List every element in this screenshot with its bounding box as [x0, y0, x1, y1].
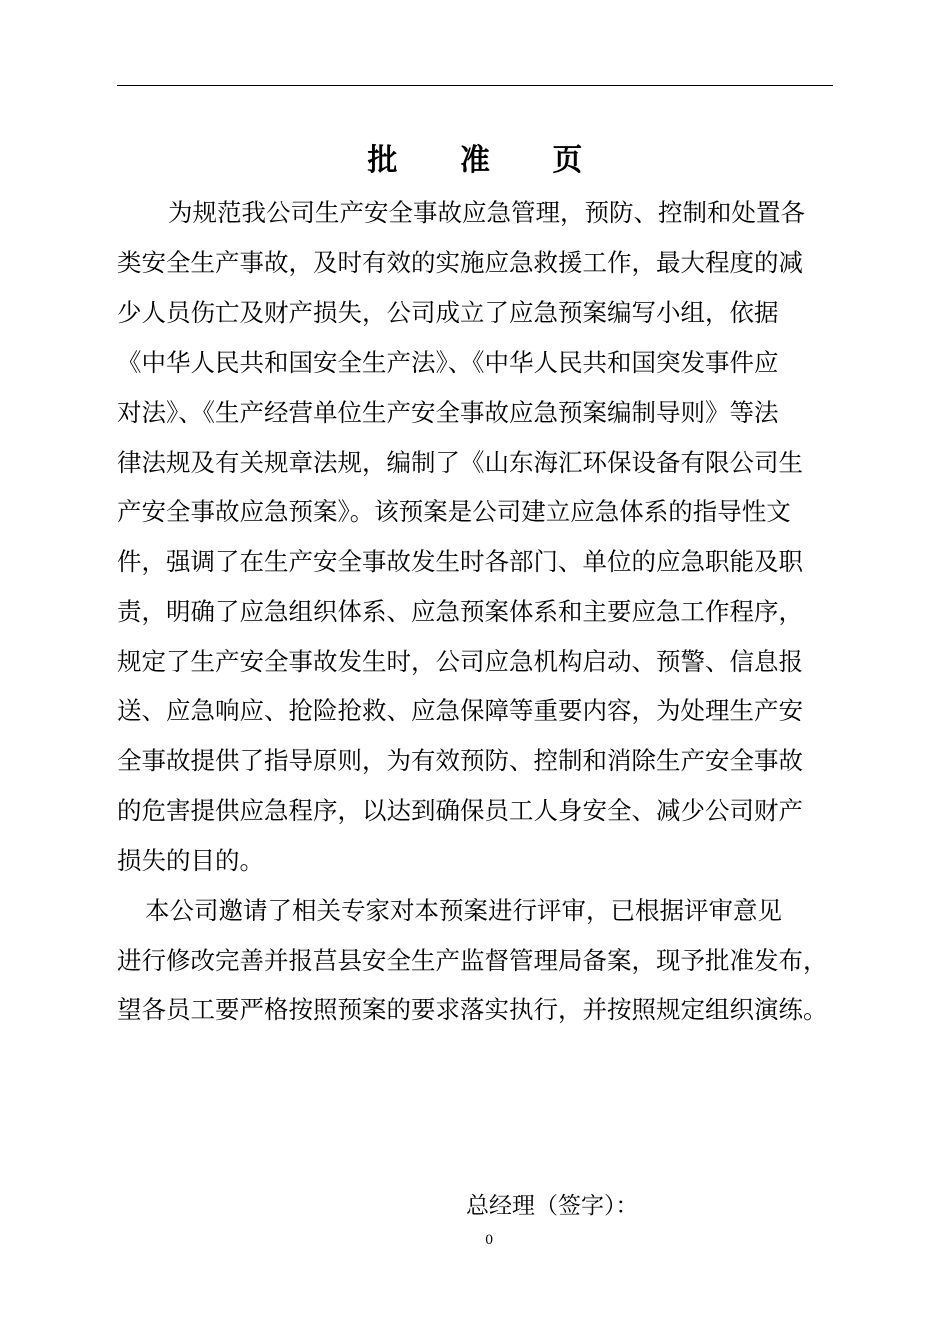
- signature-label: 总经理（签字）：: [466, 1193, 639, 1219]
- paragraph-1-line: 类安全生产事故，及时有效的实施应急救援工作，最大程度的减: [117, 248, 803, 277]
- paragraph-1-line: 产安全事故应急预案》。该预案是公司建立应急体系的指导性文: [117, 497, 791, 526]
- paragraph-1-line: 对法》、《生产经营单位生产安全事故应急预案编制导则》等法: [117, 398, 779, 427]
- paragraph-1-line: 的危害提供应急程序，以达到确保员工人身安全、减少公司财产: [117, 796, 803, 825]
- paragraph-1-line: 为规范我公司生产安全事故应急管理，预防、控制和处置各: [168, 198, 805, 227]
- page-title: 批 准 页: [367, 143, 609, 178]
- paragraph-2-line: 本公司邀请了相关专家对本预案进行评审，已根据评审意见: [145, 896, 782, 925]
- page-number: 0: [485, 1233, 494, 1248]
- paragraph-1-line: 规定了生产安全事故发生时，公司应急机构启动、预警、信息报: [117, 647, 803, 676]
- paragraph-1-line: 件，强调了在生产安全事故发生时各部门、单位的应急职能及职: [117, 547, 803, 576]
- paragraph-1-line: 全事故提供了指导原则，为有效预防、控制和消除生产安全事故: [117, 746, 803, 775]
- paragraph-2-line: 望各员工要严格按照预案的要求落实执行，并按照规定组织演练。: [117, 995, 828, 1024]
- paragraph-1-line: 送、应急响应、抢险抢救、应急保障等重要内容，为处理生产安: [117, 696, 803, 725]
- paragraph-1-line: 责，明确了应急组织体系、应急预案体系和主要应急工作程序，: [117, 597, 803, 626]
- paragraph-2-line: 进行修改完善并报莒县安全生产监督管理局备案，现予批准发布，: [117, 946, 828, 975]
- paragraph-1-line: 少人员伤亡及财产损失，公司成立了应急预案编写小组，依据: [117, 298, 779, 327]
- paragraph-1-line: 律法规及有关规章法规，编制了《山东海汇环保设备有限公司生: [117, 448, 803, 477]
- header-rule: [117, 85, 833, 86]
- paragraph-1-line: 损失的目的。: [117, 846, 264, 875]
- paragraph-1-line: 《中华人民共和国安全生产法》、《中华人民共和国突发事件应: [117, 348, 779, 377]
